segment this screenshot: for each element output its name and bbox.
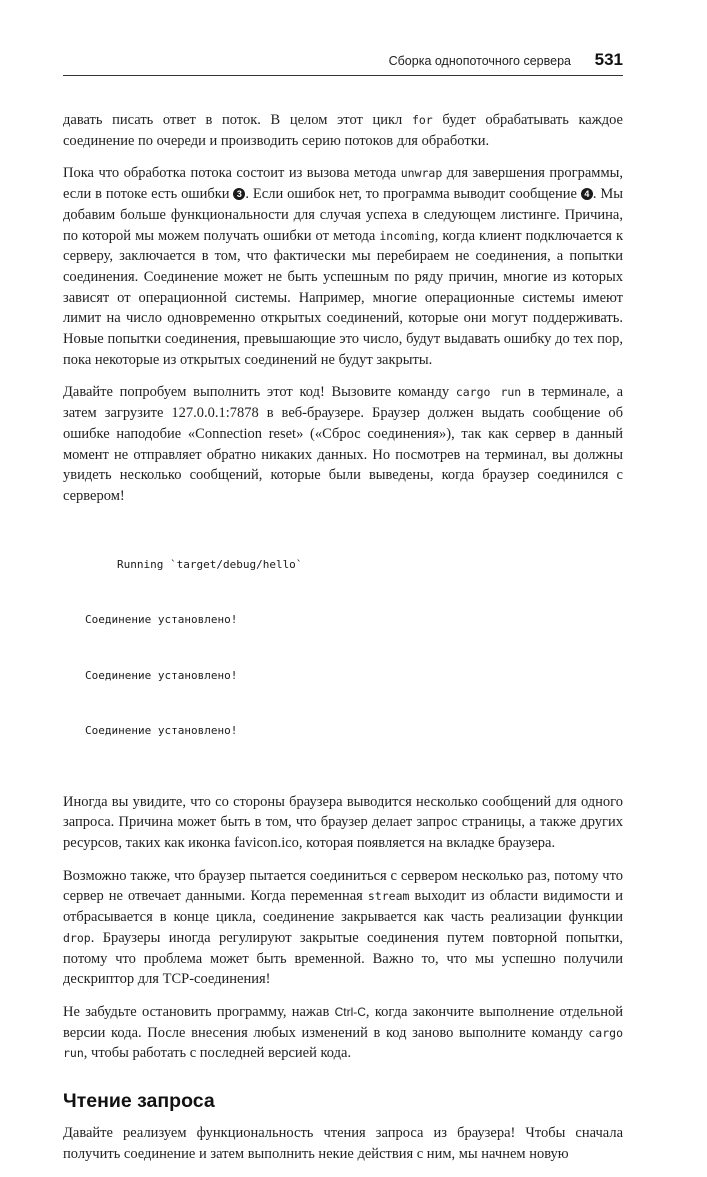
text-run: выходит из области видимости и отбрасывается в конце цикла, соединение закрывается как часть реализации функции: [63, 888, 623, 926]
code-line: Соединение установлено!: [85, 613, 238, 627]
inline-code-stream: stream: [367, 889, 410, 904]
paragraph-7: [63, 1123, 623, 1164]
code-line: Соединение установлено!: [85, 668, 238, 682]
paragraph-4: [63, 792, 623, 854]
callout-marker-4: 4: [581, 188, 593, 200]
header-rule: [63, 75, 623, 76]
text-run: будет обрабатывать каждое соединение по очереди и производить серию потоков для обработки.: [63, 112, 623, 149]
inline-code-for: for: [411, 113, 433, 127]
text-run: Давайте попробуем выполнить этот код! Вызовите команду: [63, 384, 456, 401]
text-run: Не забудьте остановить программу, нажав: [63, 1003, 335, 1020]
text-run: в терминале, а затем загрузите 127.0.0.1:7878 в веб-браузере. Браузер должен выдать сообщение об ошибке наподобие «Connection reset» («Сброс соединения»), так как сервер в данный момент не отправляет обратно никаких данных. Но посмотрев на терминал, вы должны увидеть несколько сообщений, которые были выведены, когда браузер соединился с сервером!: [63, 384, 624, 504]
text-run: давать писать ответ в поток. В целом этот цикл: [63, 112, 412, 128]
text-run: , когда клиент подключается к серверу, заключается в том, что фактически мы перебираем не соединения, а попытки соединения. Соединение может не быть успешным по ряду причин, многие из которых зависят от операционной системы. Например, многие операционные системы имеют лимит на число одновременно открытых соединений, которые они могут поддерживать. Новые попытки соединения, превышающие это число, будут выдавать ошибку до тех пор, пока некоторые из открытых соединений не будут закрыты.: [63, 227, 623, 368]
inline-code-cargo-run: cargo run: [63, 1025, 623, 1061]
code-line: Running `target/debug/hello`: [117, 557, 303, 571]
text-run: для завершения программы, если в потоке есть ошибки: [63, 165, 623, 203]
code-line: Соединение установлено!: [85, 724, 238, 738]
inline-code-incoming: incoming: [379, 228, 435, 243]
text-run: , чтобы работать с последней версией кода.: [83, 1045, 352, 1062]
paragraph-5: [63, 866, 623, 990]
text-run: , когда закончите выполнение отдельной версии кода. После внесения любых изменений в код заново выполните команду: [63, 1003, 623, 1041]
text-run: . Мы добавим больше функциональности для случая успеха в следующем листинге. Причина, по которой мы можем получать ошибки от метода: [63, 186, 623, 244]
paragraph-1: [63, 110, 623, 151]
page-body: [63, 110, 623, 1177]
text-run: . Если ошибок нет, то программа выводит сообщение: [245, 186, 581, 203]
inline-code-drop: drop: [63, 930, 91, 945]
text-run: Давайте реализуем функциональность чтения запроса из браузера! Чтобы сначала получить соединение и затем выполнить некие действия с ним, мы начнем новую: [63, 1125, 623, 1162]
terminal-output: [85, 519, 623, 778]
callout-marker-3: 3: [233, 188, 245, 200]
text-run: Возможно также, что браузер пытается соединиться с сервером несколько раз, потому что сервер не отвечает данными. Когда переменная: [63, 867, 623, 905]
section-heading: Чтение запроса: [63, 1090, 215, 1113]
text-run: . Браузеры иногда регулируют закрытые соединения путем повторной попытки, потому что проблема может быть временной. Важно то, что мы успешно получили дескриптор для TCP-соединения!: [63, 929, 623, 988]
inline-code-cargo-run: cargo run: [455, 385, 522, 400]
inline-code-unwrap: unwrap: [400, 166, 443, 181]
page-number: 531: [594, 50, 623, 69]
key-combo-ctrl-c: Ctrl-C: [334, 1004, 366, 1019]
header-title: Сборка однопоточного сервера: [388, 54, 571, 68]
text-run: Пока что обработка потока состоит из вызова метода: [63, 165, 401, 182]
text-run: Иногда вы увидите, что со стороны браузера выводится несколько сообщений для одного запроса. Причина может быть в том, что браузер делает запрос страницы, а также других ресурсов, таких как иконка favicon.ico, которая появляется на вкладке браузера.: [63, 793, 623, 852]
paragraph-2: [63, 163, 623, 370]
running-header: [63, 46, 623, 76]
paragraph-6: [63, 1002, 623, 1064]
paragraph-3: [63, 382, 623, 506]
